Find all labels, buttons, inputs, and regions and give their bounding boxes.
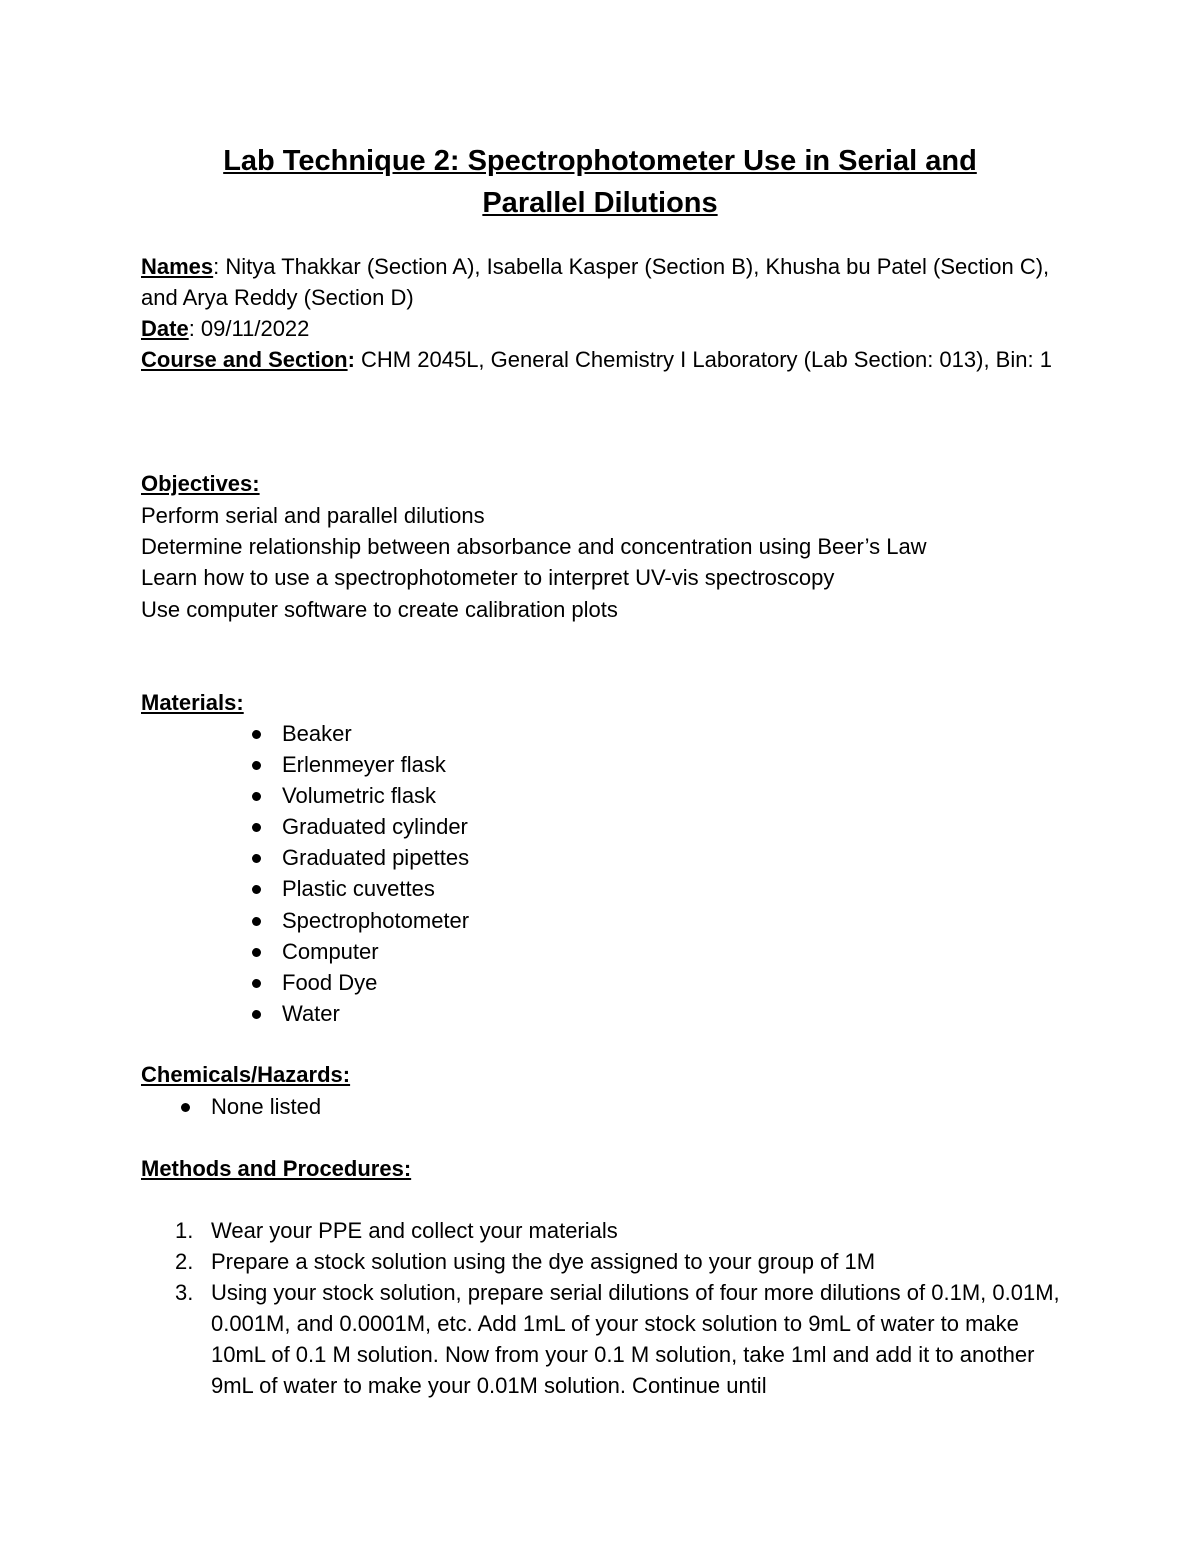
- list-item: Food Dye: [252, 967, 469, 998]
- bullet-icon: [252, 979, 261, 988]
- objective-item: Use computer software to create calibration plots: [141, 596, 618, 622]
- bullet-icon: [252, 792, 261, 801]
- chemicals-list: [181, 1091, 321, 1122]
- materials-list: [252, 718, 469, 1029]
- list-item: Graduated cylinder: [252, 811, 469, 842]
- title-line-1: Lab Technique 2: Spectrophotometer Use in Serial and: [223, 145, 977, 177]
- list-item: Computer: [252, 936, 469, 967]
- date-value: 09/11/2022: [194, 316, 310, 341]
- bullet-icon: [181, 1103, 190, 1112]
- bullet-icon: [252, 1010, 261, 1019]
- methods-list: [141, 1215, 1061, 1402]
- objectives-list: [141, 500, 1081, 625]
- bullet-icon: [252, 885, 261, 894]
- list-item: Volumetric flask: [252, 780, 469, 811]
- bullet-icon: [252, 730, 261, 739]
- list-item: 1. Wear your PPE and collect your materials: [175, 1218, 618, 1243]
- names-value: Nitya Thakkar (Section A), Isabella Kasper (Section B), Khusha bu Patel (Section C), and Arya Reddy (Section D): [141, 254, 1050, 310]
- names-label: Names: [141, 254, 214, 279]
- list-item: 2. Prepare a stock solution using the dye assigned to your group of 1M: [175, 1249, 876, 1275]
- list-item: Graduated pipettes: [252, 842, 469, 873]
- list-item: 3. Using your stock solution, prepare serial dilutions of four more dilutions of 0.1M, 0.01M, 0.001M, and 0.0001M, etc. Add 1mL of your stock solution to 9mL of water to make 10mL of 0.1 M solution. Now from your 0.1 M solution, take 1ml and add it to another 9mL of water to make your 0.01M solution. Continue until: [175, 1280, 1060, 1399]
- bullet-icon: [252, 823, 261, 832]
- list-item: Erlenmeyer flask: [252, 749, 469, 780]
- bullet-icon: [252, 948, 261, 957]
- objective-item: Determine relationship between absorbance and concentration using Beer’s Law: [141, 534, 927, 560]
- list-item: None listed: [181, 1091, 321, 1122]
- course-value: CHM 2045L, General Chemistry I Laboratory (Lab Section: 013), Bin: 1: [354, 347, 1052, 372]
- methods-heading: Methods and Procedures:: [141, 1156, 412, 1181]
- chemicals-heading: Chemicals/Hazards:: [141, 1062, 351, 1087]
- objective-item: Learn how to use a spectrophotometer to interpret UV-vis spectroscopy: [141, 565, 835, 591]
- bullet-icon: [252, 917, 261, 926]
- document-title: [140, 140, 1060, 224]
- objective-item: Perform serial and parallel dilutions: [141, 503, 485, 528]
- list-item: Water: [252, 998, 469, 1029]
- title-line-2: Parallel Dilutions: [482, 187, 718, 219]
- list-item: Plastic cuvettes: [252, 873, 469, 904]
- info-block: Names: Nitya Thakkar (Section A), Isabella Kasper (Section B), Khusha bu Patel (Section C), and Arya Reddy (Section D) Date: 09/11/2022 Course and Section: CHM 2045L, General Chemistry I Laboratory (Lab Section: 013), Bin: 1: [141, 254, 1052, 372]
- bullet-icon: [252, 761, 261, 770]
- date-label: Date: [141, 316, 189, 341]
- objectives-heading: Objectives:: [141, 471, 260, 496]
- bullet-icon: [252, 854, 261, 863]
- materials-heading: Materials:: [141, 690, 244, 715]
- list-item: Spectrophotometer: [252, 905, 469, 936]
- list-item: Beaker: [252, 718, 469, 749]
- course-label: Course and Section: [141, 347, 348, 372]
